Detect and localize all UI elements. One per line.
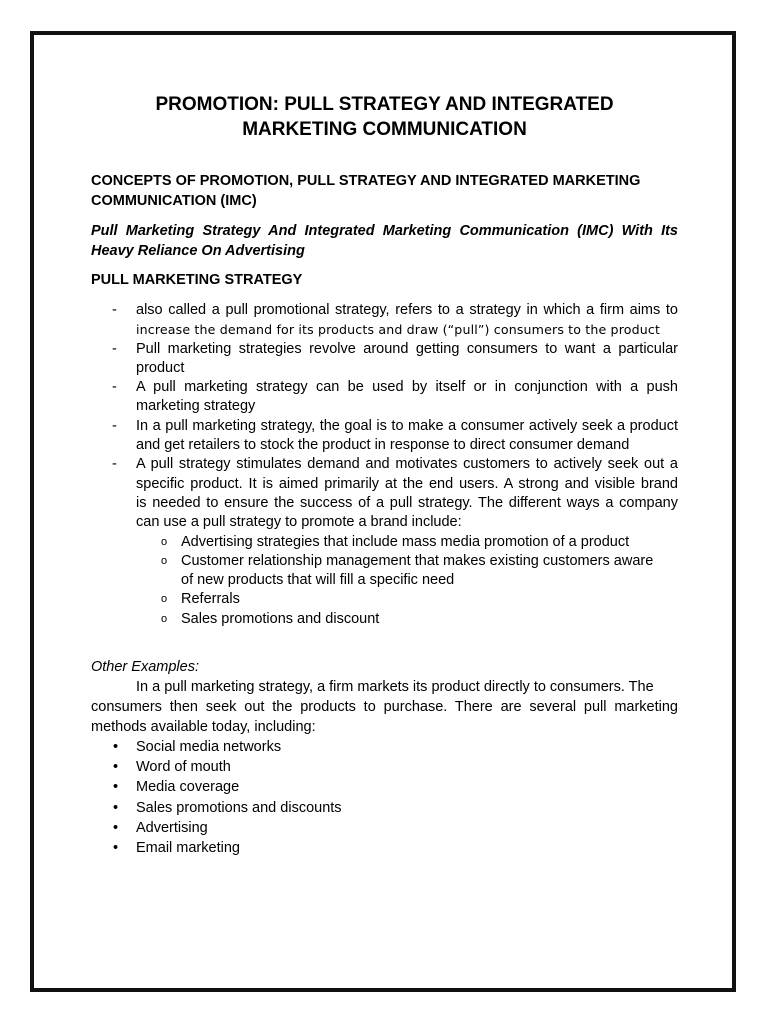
sub-list-item — [136, 590, 678, 609]
list-item — [91, 798, 678, 818]
pull-strategy-points — [91, 301, 678, 629]
dash-marker: - — [112, 379, 117, 396]
pull-strategy-methods — [136, 533, 678, 629]
list-item-line: product — [136, 359, 185, 376]
list-item-line: A pull marketing strategy can be used by itself or in conjunction with a push — [136, 379, 678, 396]
list-item-text: Sales promotions and discounts — [136, 799, 342, 816]
dash-marker: - — [112, 456, 117, 473]
list-item-text: Media coverage — [136, 779, 240, 796]
list-item — [91, 757, 678, 777]
bullet-marker: • — [113, 819, 119, 836]
list-item-line: is needed to ensure the success of a pull strategy. The different ways a company — [136, 494, 678, 511]
sub-list-item-line: Customer relationship management that makes existing customers aware — [181, 552, 654, 569]
list-item-text: Email marketing — [136, 840, 240, 857]
list-item-line: can use a pull strategy to promote a brand include: — [136, 514, 462, 531]
list-item — [91, 301, 678, 340]
subheading-line-1: Pull Marketing Strategy And Integrated Marketing Communication (IMC) With Its — [91, 223, 678, 239]
list-item — [91, 818, 678, 838]
dash-marker: - — [112, 417, 117, 434]
list-item-line: and get retailers to stock the product in response to direct consumer demand — [136, 437, 630, 454]
list-item — [91, 340, 678, 379]
page-title-line-1: PROMOTION: PULL STRATEGY AND INTEGRATED — [155, 94, 614, 115]
list-item-text: Word of mouth — [136, 759, 231, 776]
sub-list-item-line: Sales promotions and discount — [181, 610, 380, 627]
concepts-heading-line-1: CONCEPTS OF PROMOTION, PULL STRATEGY AND INTEGRATED MARKETING — [91, 173, 641, 189]
dash-marker: - — [112, 302, 117, 318]
subheading-line-2: Heavy Reliance On Advertising — [91, 243, 305, 259]
list-item-text: Advertising — [136, 819, 208, 836]
list-item-line: specific product. It is aimed primarily at the end users. A strong and visible brand — [136, 475, 678, 492]
list-item-line: also called a pull promotional strategy, refers to a strategy in which a firm aims to — [136, 302, 678, 318]
concepts-heading — [91, 171, 678, 211]
list-item-line: In a pull marketing strategy, the goal is to make a consumer actively seek a product — [136, 417, 678, 434]
pull-imc-subheading — [91, 221, 678, 261]
sub-list-item — [136, 533, 678, 552]
bullet-marker: • — [113, 779, 119, 796]
list-item-line: A pull strategy stimulates demand and motivates customers to actively seek out a — [136, 456, 678, 473]
paragraph-line-1: In a pull marketing strategy, a firm markets its product directly to consumers. The — [136, 679, 654, 696]
pull-strategy-heading: PULL MARKETING STRATEGY — [91, 272, 303, 288]
list-item-line: increase the demand for its products and draw (“pull”) consumers to the product — [136, 322, 661, 338]
bullet-marker: • — [113, 799, 119, 816]
sub-list-item — [136, 552, 678, 591]
list-item — [91, 777, 678, 797]
paragraph-line-2: consumers then seek out the products to purchase. There are several pull marketing — [91, 699, 678, 716]
list-item — [91, 378, 678, 417]
circle-marker: o — [161, 554, 168, 567]
circle-marker: o — [161, 535, 168, 548]
page-title-line-2: MARKETING COMMUNICATION — [242, 119, 527, 140]
page-title — [85, 92, 684, 142]
other-examples-label: Other Examples: — [91, 659, 199, 676]
pull-marketing-methods-list — [91, 737, 678, 858]
bullet-marker: • — [113, 759, 119, 776]
list-item — [91, 737, 678, 757]
document-body — [91, 92, 678, 858]
dash-marker: - — [112, 340, 117, 357]
circle-marker: o — [161, 612, 168, 625]
concepts-heading-line-2: COMMUNICATION (IMC) — [91, 193, 257, 209]
list-item-line: marketing strategy — [136, 398, 256, 415]
list-item-line: Pull marketing strategies revolve around getting consumers to want a particular — [136, 340, 678, 357]
bullet-marker: • — [113, 739, 119, 756]
circle-marker: o — [161, 593, 168, 606]
list-item — [91, 455, 678, 629]
sub-list-item — [136, 610, 678, 629]
list-item — [91, 417, 678, 456]
sub-list-item-line: of new products that will fill a specific need — [181, 572, 455, 589]
sub-list-item-line: Advertising strategies that include mass media promotion of a product — [181, 533, 630, 550]
bullet-marker: • — [113, 840, 119, 857]
other-examples-paragraph — [91, 677, 678, 737]
sub-list-item-line: Referrals — [181, 591, 240, 608]
paragraph-line-3: methods available today, including: — [91, 719, 316, 736]
list-item-text: Social media networks — [136, 739, 282, 756]
list-item — [91, 838, 678, 858]
